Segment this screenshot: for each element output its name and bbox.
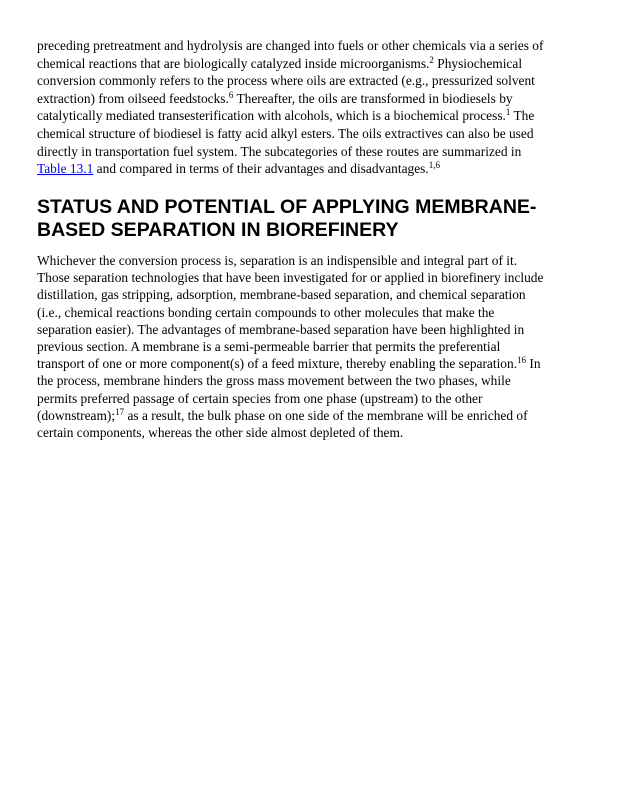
text-line: previous section. A membrane is a semi-permeable barrier that permits the preferential [37,338,501,354]
text-line: distillation, gas stripping, adsorption, membrane-based separation, and chemical separation [37,287,526,303]
paragraph-separation [37,252,543,441]
text: chemical reactions that are biologically catalyzed inside microorganisms. [37,55,430,71]
text-line [37,90,543,108]
text: catalytically mediated transesterification with alcohols, which is a biochemical process. [37,108,506,124]
heading-line: STATUS AND POTENTIAL OF APPLYING MEMBRANE- [37,196,537,218]
citation: 1,6 [428,160,440,171]
text: extraction) from oilseed feedstocks. [37,90,229,106]
text-line [37,55,543,73]
text-line: directly in transportation fuel system. The subcategories of these routes are summarized in [37,143,522,159]
section-heading [37,196,536,242]
text-line: preceding pretreatment and hydrolysis are changed into fuels or other chemicals via a series of [37,38,544,53]
text: Physiochemical [433,55,523,71]
citation: 17 [115,406,125,417]
text-line: permits preferred passage of certain species from one phase (upstream) to the other [37,390,483,406]
text-line [37,407,543,424]
text: and compared in terms of their advantages and disadvantages. [93,161,429,177]
text: Thereafter, the oils are transformed in biodiesels by [233,90,513,106]
text-line [37,355,543,372]
text-line: certain components, whereas the other side almost depleted of them. [37,424,404,440]
citation: 6 [228,89,234,100]
heading-line: BASED SEPARATION IN BIOREFINERY [37,219,399,241]
text: transport of one or more component(s) of a feed mixture, thereby enabling the separation. [37,356,518,372]
table-13-1-link[interactable]: Table 13.1 [37,161,94,177]
text: (downstream); [37,407,116,423]
text-line: Those separation technologies that have been investigated for or applied in biorefinery include [37,270,544,286]
text-line: Whichever the conversion process is, separation is an indispensible and integral part of it. [37,253,518,268]
citation: 1 [505,107,511,118]
citation: 2 [429,54,434,65]
text-line [37,160,543,178]
citation: 16 [517,355,527,366]
text-line: conversion commonly refers to the process where oils are extracted (e.g., pressurized solvent [37,73,535,89]
paragraph-intro [37,37,543,178]
text: In [526,356,541,372]
text-line: separation easier). The advantages of membrane-based separation have been highlighted in [37,321,525,337]
text-line: the process, membrane hinders the gross mass movement between the two phases, while [37,373,511,389]
text-line [37,107,543,125]
text: The [510,108,535,124]
text-line: chemical structure of biodiesel is fatty acid alkyl esters. The oils extractives can also be used [37,125,534,141]
text: as a result, the bulk phase on one side of the membrane will be enriched of [124,407,528,423]
text-line: (i.e., chemical reactions bonding certain compounds to other molecules that make the [37,304,495,320]
